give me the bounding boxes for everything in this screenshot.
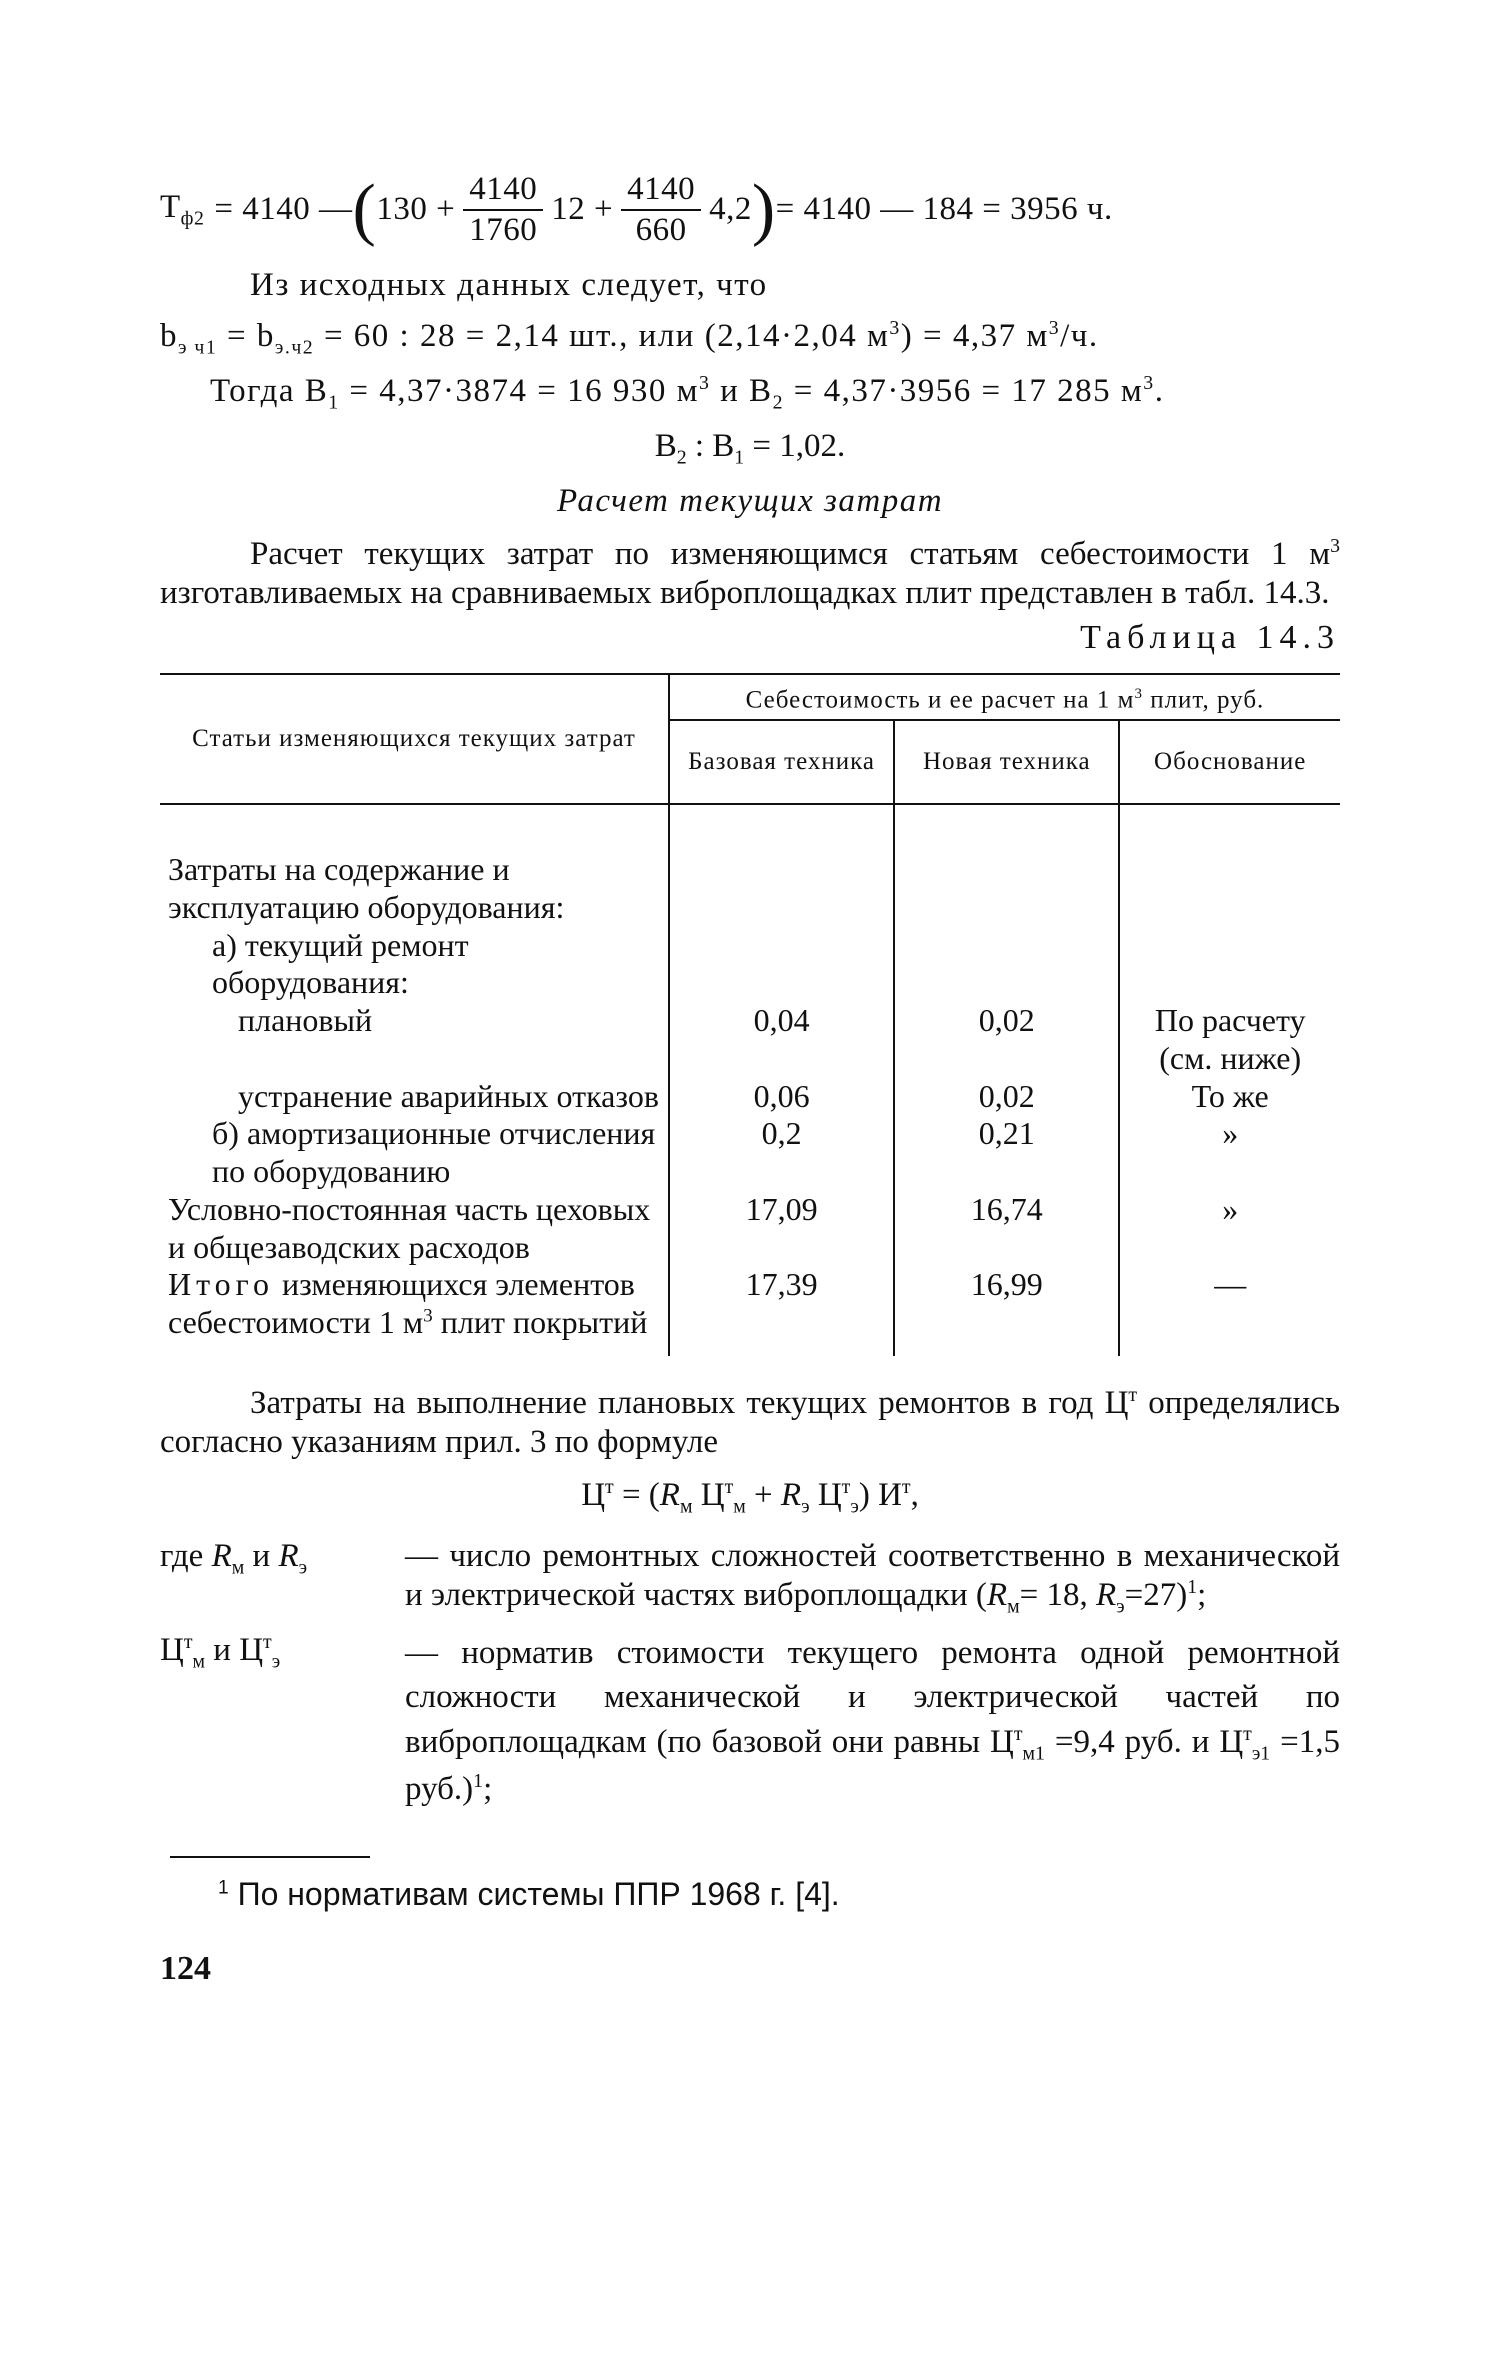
fraction-numerator: 4140: [463, 170, 543, 211]
definition-ct: [160, 1631, 1340, 1812]
formula-ct: $Ц^т = (R_м$ $Ц^т_м + R_э$ $Ц^т_э$) $И^т$,: [581, 1475, 919, 1518]
table-title: Таблица 14.3: [1080, 619, 1340, 657]
row-value-base: 0,04: [669, 1002, 894, 1078]
document-page: [160, 170, 1340, 1989]
row-label: б) амортизационные отчисления по оборудованию: [160, 1115, 669, 1191]
formula-part: 4,2: [709, 191, 752, 228]
table-row: [160, 927, 1340, 1003]
row-value-base: 0,06: [669, 1078, 894, 1116]
definition-text: — число ремонтных сложностей соответственно в механической и электрической частях виброплощадки ($R_м= 18$, $R_э=27)^1$;: [405, 1537, 1340, 1618]
fraction: [463, 170, 543, 250]
row-value-new: 0,02: [894, 1078, 1119, 1116]
section-title: Расчет текущих затрат: [556, 482, 944, 519]
fraction-numerator: 4140: [621, 170, 701, 211]
formula-part: = 4140 — 184 = 3956 ч.: [775, 191, 1113, 228]
paragraph: Затраты на выполнение плановых текущих ремонтов в год $Ц^т$ определялись согласно указаниям прил. 3 по формуле: [160, 1383, 1340, 1460]
table-header-base: Базовая техника: [669, 720, 894, 804]
row-note: —: [1214, 1266, 1247, 1303]
table-header-justification: Обоснование: [1119, 720, 1340, 804]
table-row: [160, 1002, 1340, 1078]
row-value-new: 0,21: [894, 1115, 1119, 1191]
footnote-divider: [170, 1856, 370, 1858]
formula-then: Тогда $В_1 = 4,37\cdot 3874 = 16$ 930 $м^3$ и $В_2 = 4,37\cdot 3956 = 17$ 285 $м^3$.: [210, 371, 1165, 414]
row-label: Условно-постоянная часть цеховых и общезаводских расходов: [160, 1191, 669, 1267]
table-row: [160, 1191, 1340, 1267]
left-paren: (: [352, 170, 377, 248]
table-row: [160, 1266, 1340, 1356]
formula-part: = 4140 —: [214, 191, 353, 228]
formula-part: 130 +: [376, 191, 456, 228]
row-note: По расчету (см. ниже): [1154, 1002, 1306, 1076]
row-value-new: 16,74: [894, 1191, 1119, 1267]
formula-lhs: $Т_{ф2}$: [160, 189, 205, 231]
footnote: $^1$ По нормативам системы ППР 1968 г. [4].: [218, 1875, 840, 1912]
row-note: [1119, 851, 1340, 927]
fraction-denominator: 1760: [469, 211, 538, 248]
cost-table: [160, 673, 1340, 1356]
row-value-new: 0,02: [894, 1002, 1119, 1078]
formula-ratio: $В_2$ : $В_1 = 1,02$.: [654, 427, 846, 469]
row-label: Затраты на содержание и эксплуатацию оборудования:: [160, 851, 669, 927]
definition-rm-re: [160, 1537, 1340, 1619]
row-value-new: [894, 927, 1119, 1003]
table-row: [160, 1115, 1340, 1191]
row-value-base: 0,2: [669, 1115, 894, 1191]
row-note: [1119, 927, 1340, 1003]
row-value-base: [669, 927, 894, 1003]
table-row: [160, 851, 1340, 927]
row-label: Итого изменяющихся элементов себестоимости 1 $м^3$ плит покрытий: [160, 1266, 669, 1356]
formula-b: $b_{э ч1} = b_{э.ч2} = 60$ : 28 = 2,14 шт., или (2,14·2,04 $м^3) = 4,37$ $м^3/ч$.: [160, 316, 1099, 359]
row-value-base: 17,09: [669, 1191, 894, 1267]
definition-label: $Ц^т_м$ и $Ц^т_э$: [160, 1630, 281, 1673]
definition-text: — норматив стоимости текущего ремонта одной ремонтной сложности механической и электрической частей по виброплощадкам (по базовой они равны $Ц^т_{м1} =9,4$ руб. и $Ц^т_{э1} =1,5$ руб.)$^1$;: [405, 1634, 1340, 1808]
row-value-new: [894, 851, 1119, 927]
text-line: Из исходных данных следует, что: [250, 266, 768, 303]
page-number: 124: [160, 1950, 211, 1988]
row-note: »: [1222, 1115, 1239, 1152]
fraction-denominator: 660: [635, 211, 687, 248]
row-value-base: [669, 851, 894, 927]
table-header-items: Статьи изменяющихся текущих затрат: [160, 674, 669, 805]
row-note: »: [1222, 1190, 1239, 1227]
row-label: устранение аварийных отказов: [160, 1078, 669, 1116]
table-row: [160, 1078, 1340, 1116]
row-note: То же: [1191, 1077, 1269, 1114]
definition-label: где $R_м$ и $R_э$: [160, 1537, 308, 1579]
row-value-base: 17,39: [669, 1266, 894, 1356]
row-value-new: 16,99: [894, 1266, 1119, 1356]
table-header-new: Новая техника: [894, 720, 1119, 804]
fraction: [621, 170, 701, 250]
formula-part: 12 +: [551, 191, 614, 228]
formula-tf2: [160, 170, 1340, 250]
table-header-group: Себестоимость и ее расчет на 1 $м^3$ плит, руб.: [669, 674, 1340, 721]
right-paren: ): [751, 170, 776, 248]
paragraph: Расчет текущих затрат по изменяющимся статьям себестоимости 1 $м^3$ изготавливаемых на сравниваемых виброплощадках плит представлен в табл. 14.3.: [160, 534, 1340, 611]
row-label: а) текущий ремонт оборудования:: [160, 927, 669, 1003]
row-label: плановый: [160, 1002, 669, 1078]
